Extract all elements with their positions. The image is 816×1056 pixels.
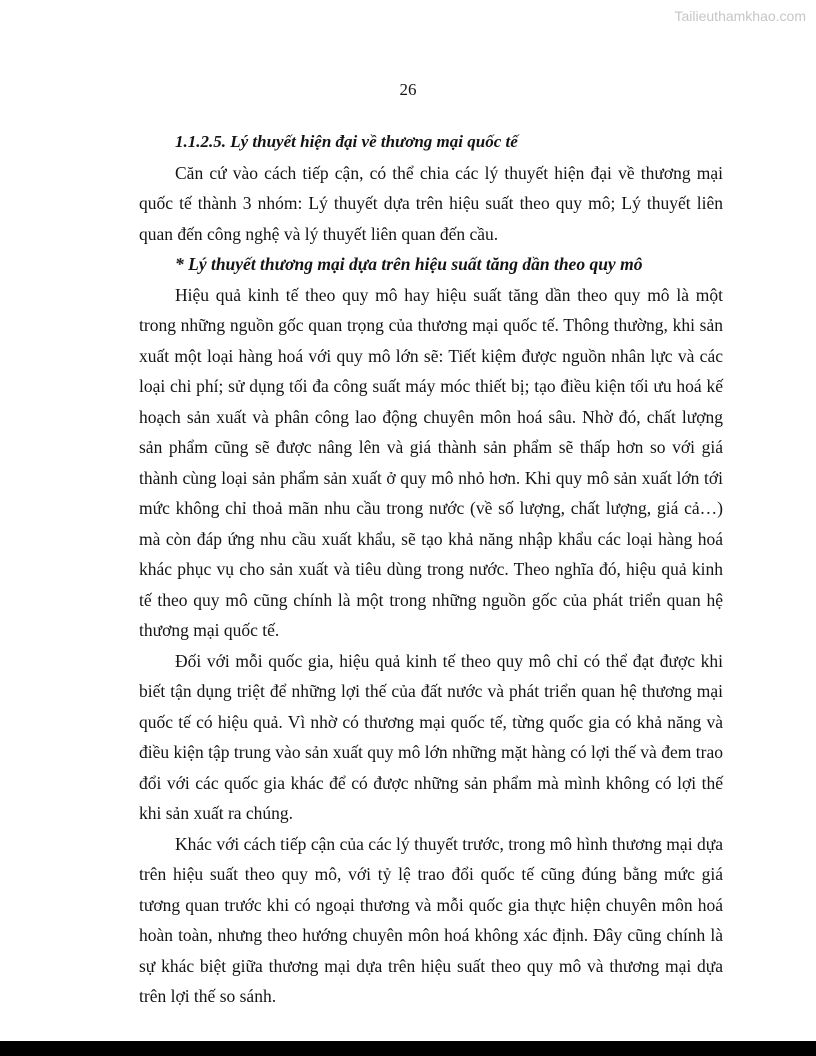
paragraph-national-advantage: Đối với mỗi quốc gia, hiệu quả kinh tế theo quy mô chỉ có thể đạt được khi biết tận dụng triệt để những lợi thế của đất nước và phát triển quan hệ thương mại quốc tế có hiệu quả. Vì nhờ có thương mại quốc tế, từng quốc gia có khả năng và điều kiện tập trung vào sản xuất quy mô lớn những mặt hàng có lợi thế và đem trao đổi với các quốc gia khác để có được những sản phẩm mà mình không có lợi thế khi sản xuất ra chúng. bbox=[139, 650, 723, 823]
section-heading: 1.1.2.5. Lý thuyết hiện đại về thương mại quốc tế bbox=[175, 132, 518, 151]
paragraph-economies-of-scale: Hiệu quả kinh tế theo quy mô hay hiệu suất tăng dần theo quy mô là một trong những nguồn gốc quan trọng của thương mại quốc tế. Thông thường, khi sản xuất một loại hàng hoá với quy mô lớn sẽ: Tiết kiệm được nguồn nhân lực và các loại chi phí; sử dụng tối đa công suất máy móc thiết bị; tạo điều kiện tối ưu hoá kế hoạch sản xuất và phân công lao động chuyên môn hoá sâu. Nhờ đó, chất lượng sản phẩm cũng sẽ được nâng lên và giá thành sản phẩm sẽ thấp hơn so với giá thành cùng loại sản phẩm sản xuất ở quy mô nhỏ hơn. Khi quy mô sản xuất lớn tới mức không chỉ thoả mãn nhu cầu trong nước (về số lượng, chất lượng, giá cả…) mà còn đáp ứng nhu cầu xuất khẩu, sẽ tạo khả năng nhập khẩu các loại hàng hoá khác phục vụ cho sản xuất và tiêu dùng trong nước. Theo nghĩa đó, hiệu quả kinh tế theo quy mô cũng chính là một trong những nguồn gốc của phát triển quan hệ thương mại quốc tế. bbox=[139, 284, 723, 640]
page-content bbox=[139, 127, 723, 1012]
page-number: 26 bbox=[399, 80, 417, 99]
subsection-heading: * Lý thuyết thương mại dựa trên hiệu suất tăng dần theo quy mô bbox=[175, 254, 643, 274]
site-watermark: Tailieuthamkhao.com bbox=[674, 8, 806, 24]
page-bottom-bar bbox=[0, 1041, 816, 1056]
paragraph-model-comparison: Khác với cách tiếp cận của các lý thuyết trước, trong mô hình thương mại dựa trên hiệu suất theo quy mô, với tỷ lệ trao đổi quốc tế cũng đúng bằng mức giá tương quan trước khi có ngoại thương và mỗi quốc gia thực hiện chuyên môn hoá hoàn toàn, nhưng theo hướng chuyên môn hoá không xác định. Đây cũng chính là sự khác biệt giữa thương mại dựa trên hiệu suất theo quy mô và thương mại dựa trên lợi thế so sánh. bbox=[139, 833, 723, 1006]
paragraph-intro: Căn cứ vào cách tiếp cận, có thể chia các lý thuyết hiện đại về thương mại quốc tế thành 3 nhóm: Lý thuyết dựa trên hiệu suất theo quy mô; Lý thuyết liên quan đến công nghệ và lý thuyết liên quan đến cầu. bbox=[139, 162, 723, 244]
